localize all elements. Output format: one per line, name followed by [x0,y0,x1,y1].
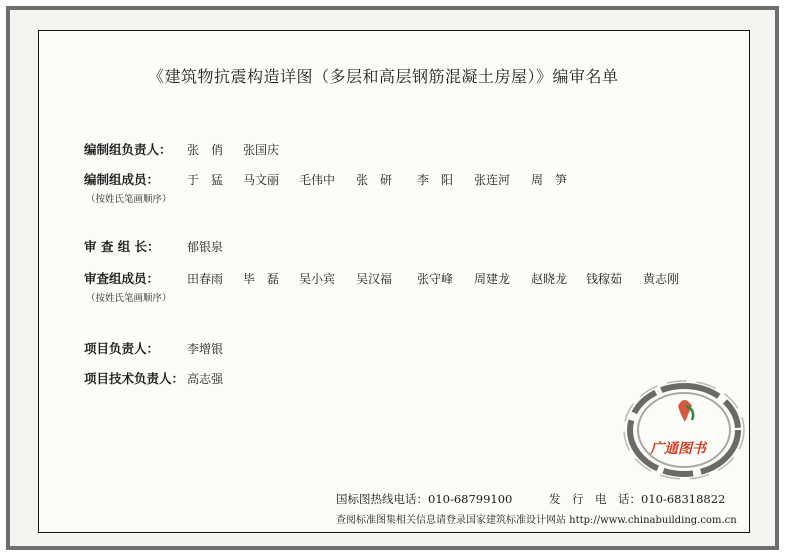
review-member-name: 田春雨 [187,272,224,286]
review-member-name: 吴小宾 [299,272,336,286]
seal-text: 广通图书 [650,441,706,457]
page-title: 《建筑物抗震构造详图（多层和高层钢筋混凝土房屋）》编审名单 [148,67,619,86]
review-members-label: 审查组成员： [84,271,160,286]
review-lead-name: 郁银泉 [187,240,224,254]
review-members-note: （按姓氏笔画顺序） [86,293,172,304]
compile-lead-name: 张国庆 [243,143,280,157]
compile-member-name: 马文丽 [243,173,280,187]
seal-logo [620,370,745,482]
compile-member-name: 周 笋 [531,173,568,187]
review-member-name: 黄志刚 [643,272,680,286]
compile-members-label: 编制组成员： [84,172,160,187]
project-lead-name: 李增银 [187,342,224,356]
review-member-name: 周建龙 [474,272,511,286]
review-member-name: 吴汉福 [356,272,393,286]
review-member-name: 钱稼茹 [586,272,623,286]
compile-lead-name: 张 俏 [187,143,224,157]
project-tech-lead-label: 项目技术负责人： [84,371,185,386]
review-member-name: 张守峰 [417,272,454,286]
compile-member-name: 李 阳 [417,173,454,187]
project-tech-lead-name: 高志强 [187,372,224,386]
review-lead-label: 审 查 组 长： [84,239,160,254]
compile-member-name: 毛伟中 [299,173,336,187]
compile-member-name: 张 研 [356,173,393,187]
compile-member-name: 于 猛 [187,173,224,187]
compile-members-note: （按姓氏笔画顺序） [86,194,172,205]
compile-member-name: 张连河 [474,173,511,187]
project-lead-label: 项目负责人： [84,341,160,356]
review-member-name: 毕 磊 [243,272,280,286]
issue-phone-text: 发 行 电 话：010-68318822 [549,492,726,506]
review-member-name: 赵晓龙 [531,272,568,286]
website-note: 查阅标准图集相关信息请登录国家建筑标准设计网站 http://www.chinabuilding.com.cn [336,515,737,526]
hotline-text: 国标图热线电话：010-68799100 [336,492,513,506]
compile-lead-label: 编制组负责人： [84,142,172,157]
